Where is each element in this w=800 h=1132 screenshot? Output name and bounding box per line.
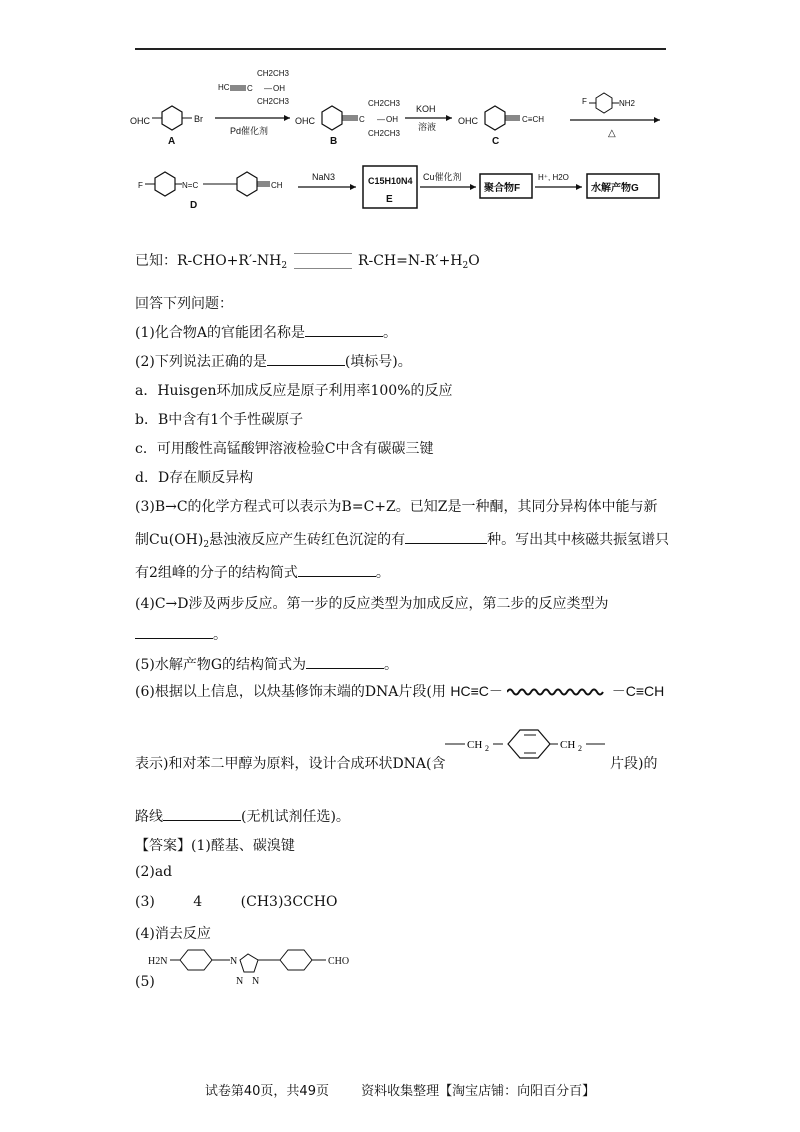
label-c: C bbox=[492, 136, 500, 147]
question-1: (1)化合物A的官能团名称是 。 bbox=[135, 325, 397, 341]
svg-text:C≡CH: C≡CH bbox=[522, 115, 544, 124]
answer-5-structure bbox=[148, 944, 378, 1000]
svg-text:2: 2 bbox=[578, 744, 582, 753]
svg-text:F: F bbox=[582, 97, 587, 106]
svg-text:N=C: N=C bbox=[182, 181, 199, 190]
option-b: b．B中含有1个手性碳原子 bbox=[135, 412, 304, 428]
svg-text:CH2CH3: CH2CH3 bbox=[368, 99, 401, 108]
svg-text:CH: CH bbox=[467, 739, 483, 751]
svg-text:CH2CH3: CH2CH3 bbox=[257, 69, 290, 78]
svg-text:NH2: NH2 bbox=[619, 99, 636, 108]
group-ohc: OHC bbox=[130, 116, 150, 126]
reaction-scheme bbox=[130, 62, 675, 222]
benzene-ring-ans-1 bbox=[180, 950, 212, 970]
answer-1: 【答案】(1)醛基、碳溴键 bbox=[135, 838, 295, 854]
svg-text:△: △ bbox=[608, 128, 616, 139]
svg-text:C: C bbox=[359, 115, 365, 124]
answer-3: (3) 4 (CH3)3CCHO bbox=[135, 894, 338, 910]
benzene-ring-linker bbox=[508, 730, 550, 758]
svg-text:聚合物F: 聚合物F bbox=[484, 183, 521, 194]
svg-text:溶液: 溶液 bbox=[418, 122, 437, 132]
svg-text:OH: OH bbox=[273, 84, 285, 93]
question-5: (5)水解产物G的结构简式为 。 bbox=[135, 657, 399, 673]
svg-text:CH: CH bbox=[560, 739, 576, 751]
answer-blank-3a bbox=[405, 531, 487, 544]
svg-text:—: — bbox=[377, 115, 385, 124]
svg-text:E: E bbox=[386, 194, 393, 205]
svg-text:—: — bbox=[264, 84, 272, 93]
option-d: d．D存在顺反异构 bbox=[135, 470, 254, 486]
benzene-ring-d2 bbox=[237, 172, 257, 196]
condition-arrow-placeholder bbox=[294, 253, 352, 269]
label-b: B bbox=[330, 136, 338, 147]
top-rule bbox=[135, 48, 666, 50]
question-2: (2)下列说法正确的是 (填标号)。 bbox=[135, 354, 412, 370]
xylylene-fragment bbox=[440, 720, 610, 776]
question-4-line-1: (4)C→D涉及两步反应。第一步的反应类型为加成反应，第二步的反应类型为 bbox=[135, 596, 609, 612]
svg-text:F: F bbox=[138, 181, 143, 190]
svg-text:CHO: CHO bbox=[328, 956, 350, 967]
question-3-line-2: 制$Cu(OH)_2$悬浊液反应产生砖红色沉淀的有 种。写出其中核磁共振氢谱只 bbox=[135, 532, 670, 550]
svg-text:CH: CH bbox=[271, 181, 283, 190]
svg-text:OHC: OHC bbox=[458, 116, 478, 126]
benzene-ring-b bbox=[322, 106, 342, 130]
answer-blank-1 bbox=[305, 324, 383, 337]
svg-text:Cu催化剂: Cu催化剂 bbox=[423, 172, 462, 182]
svg-text:H⁺, H2O: H⁺, H2O bbox=[538, 173, 569, 182]
answer-blank-5 bbox=[306, 656, 384, 669]
svg-text:2: 2 bbox=[485, 744, 489, 753]
benzene-ring-c bbox=[485, 106, 505, 130]
source-note: 资料收集整理【淘宝店铺：向阳百分百】 bbox=[361, 1084, 596, 1099]
svg-text:CH2CH3: CH2CH3 bbox=[257, 97, 290, 106]
benzene-ring-d1 bbox=[155, 172, 175, 196]
page-footer bbox=[0, 1080, 800, 1099]
group-br: Br bbox=[194, 114, 203, 124]
question-3-line-1: (3)B→C的化学方程式可以表示为B=C+Z。已知Z是一种酮，其同分异构体中能与新 bbox=[135, 499, 658, 515]
option-c: c．可用酸性高锰酸钾溶液检验C中含有碳碳三键 bbox=[135, 441, 434, 457]
svg-text:C15H10N4: C15H10N4 bbox=[368, 176, 413, 186]
svg-text:OHC: OHC bbox=[295, 116, 315, 126]
question-6-line-1: (6)根据以上信息，以炔基修饰末端的DNA片段(用 HC≡C－ －C≡CH bbox=[135, 683, 665, 700]
answer-blank-2 bbox=[267, 353, 345, 366]
question-4-line-2: 。 bbox=[135, 624, 227, 644]
svg-text:水解产物G: 水解产物G bbox=[591, 183, 639, 194]
question-6-line-2b: 片段)的 bbox=[610, 756, 658, 772]
question-6-line-2a: 表示)和对苯二甲醇为原料，设计合成环状DNA(含 bbox=[135, 756, 446, 772]
benzene-ring-a bbox=[162, 106, 182, 130]
benzene-ring-ans-2 bbox=[280, 950, 312, 970]
label-a: A bbox=[168, 136, 176, 147]
svg-text:NaN3: NaN3 bbox=[312, 172, 336, 182]
svg-text:CH2CH3: CH2CH3 bbox=[368, 129, 401, 138]
svg-text:N: N bbox=[252, 976, 260, 987]
question-3-line-3: 有2组峰的分子的结构简式 。 bbox=[135, 565, 390, 581]
svg-text:Pd催化剂: Pd催化剂 bbox=[230, 126, 269, 136]
dna-wavy-line bbox=[507, 687, 607, 697]
page-number: 试卷第40页，共49页 bbox=[204, 1084, 329, 1099]
known-reaction: 已知：$R-CHO+R'-NH_2$ $R-CH=N-R'+H_2O$ bbox=[135, 253, 480, 271]
svg-text:OH: OH bbox=[386, 115, 398, 124]
answer-4: (4)消去反应 bbox=[135, 926, 211, 942]
answer-blank-3b bbox=[298, 564, 376, 577]
svg-text:H2N: H2N bbox=[148, 956, 168, 967]
triazole-ring bbox=[240, 954, 258, 972]
svg-text:HC: HC bbox=[218, 83, 230, 92]
svg-text:C: C bbox=[247, 84, 253, 93]
svg-text:N: N bbox=[236, 976, 244, 987]
answer-2: (2)ad bbox=[135, 864, 173, 880]
answer-blank-4 bbox=[135, 626, 213, 639]
intro: 回答下列问题： bbox=[135, 296, 233, 312]
question-6-line-3: 路线 (无机试剂任选)。 bbox=[135, 809, 350, 825]
answer-5: (5) bbox=[135, 974, 155, 990]
label-d: D bbox=[190, 200, 198, 211]
option-a: a．Huisgen环加成反应是原子利用率100%的反应 bbox=[135, 383, 453, 399]
svg-text:KOH: KOH bbox=[416, 104, 436, 114]
answer-blank-6 bbox=[163, 808, 241, 821]
svg-text:N: N bbox=[230, 956, 238, 967]
